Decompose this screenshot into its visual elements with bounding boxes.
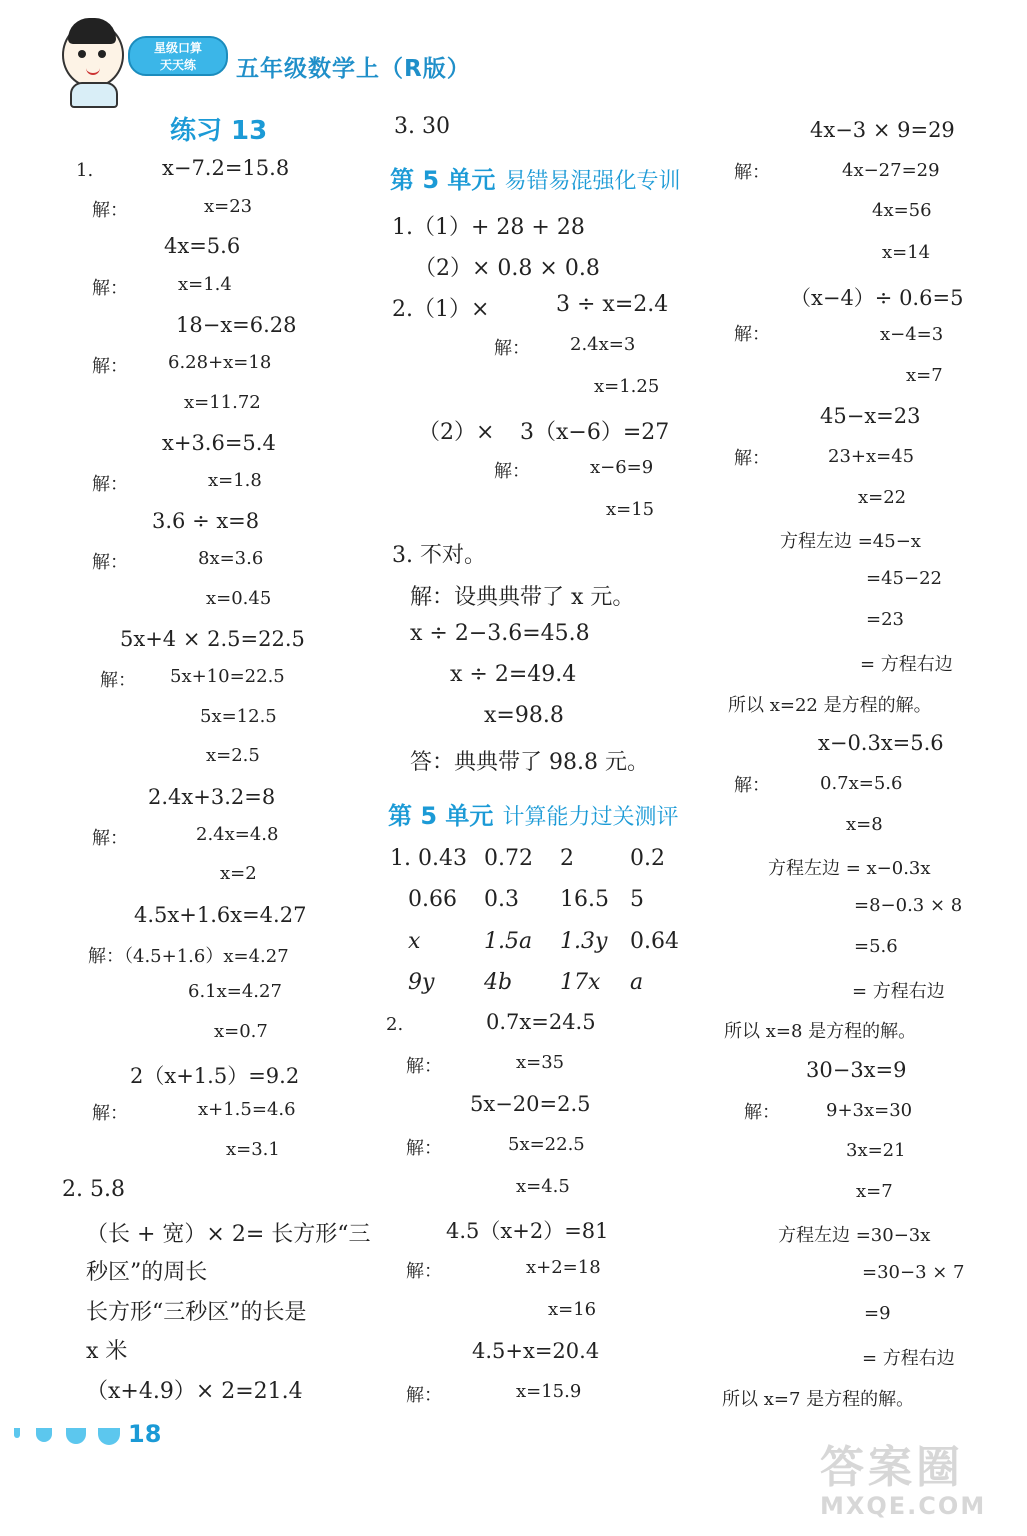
equation: 4.5（x+2）=81 bbox=[446, 1219, 609, 1243]
solution-step: x=2 bbox=[220, 863, 257, 884]
answer-text: a bbox=[630, 970, 644, 995]
book-title: 五年级数学上（R版） bbox=[236, 56, 471, 82]
equation: 3（x−6）=27 bbox=[520, 420, 670, 445]
equation: 2（x+1.5）=9.2 bbox=[130, 1064, 300, 1088]
solution-label: 解： bbox=[92, 356, 128, 377]
answer-text: （长 + 宽）× 2= 长方形“三 bbox=[86, 1222, 371, 1247]
solution-step: x=15 bbox=[606, 499, 655, 520]
check-step: 方程左边 = x−0.3x bbox=[768, 858, 931, 879]
answer-text: 2. 5.8 bbox=[62, 1177, 125, 1202]
solution-step: x=7 bbox=[856, 1181, 893, 1202]
equation: x ÷ 2−3.6=45.8 bbox=[410, 621, 590, 646]
solution-step: x=3.1 bbox=[226, 1139, 280, 1160]
check-step: = 方程右边 bbox=[862, 1348, 955, 1369]
check-step: =8−0.3 × 8 bbox=[854, 895, 963, 916]
answer-text: 解：设典典带了 x 元。 bbox=[410, 585, 635, 610]
answer-text: 2.（1）× bbox=[392, 297, 490, 322]
series-logo: 星级口算 天天练 bbox=[128, 36, 228, 76]
solution-step: x=8 bbox=[846, 814, 883, 835]
equation: 4x=5.6 bbox=[164, 234, 241, 258]
answer-text: 0.64 bbox=[630, 929, 679, 954]
solution-step: x=0.45 bbox=[206, 588, 272, 609]
solution-step: 解：（4.5+1.6）x=4.27 bbox=[88, 946, 289, 967]
answer-text: （x+4.9）× 2=21.4 bbox=[86, 1379, 303, 1404]
answer-text: x 米 bbox=[86, 1339, 128, 1364]
answer-text: 1.（1）+ 28 + 28 bbox=[392, 215, 585, 240]
solution-label: 解： bbox=[92, 1103, 128, 1124]
equation: 0.7x=24.5 bbox=[486, 1010, 596, 1034]
equation: 2.4x+3.2=8 bbox=[148, 785, 276, 809]
equation: x+3.6=5.4 bbox=[162, 431, 276, 455]
equation: （x−4）÷ 0.6=5 bbox=[790, 286, 964, 310]
solution-label: 解： bbox=[744, 1102, 780, 1123]
equation: 4.5x+1.6x=4.27 bbox=[134, 903, 307, 927]
answer-text: 3. 不对。 bbox=[392, 543, 486, 568]
solution-step: x=2.5 bbox=[206, 745, 260, 766]
solution-step: x=22 bbox=[858, 487, 907, 508]
answer-text: 16.5 bbox=[560, 887, 609, 912]
answer-text: （2）× bbox=[418, 420, 495, 445]
solution-step: x+2=18 bbox=[526, 1257, 601, 1278]
answer-text: 1.3y bbox=[560, 929, 608, 954]
solution-label: 解： bbox=[100, 670, 136, 691]
question-number: 1. bbox=[76, 160, 94, 181]
check-step: = 方程右边 bbox=[852, 981, 945, 1002]
solution-step: 6.28+x=18 bbox=[168, 352, 272, 373]
solution-step: 5x+10=22.5 bbox=[170, 666, 285, 687]
solution-step: 5x=12.5 bbox=[200, 706, 277, 727]
answer-text: （2）× 0.8 × 0.8 bbox=[414, 256, 600, 281]
answer-text: 1.5a bbox=[484, 929, 533, 954]
answer-text: 9y bbox=[408, 970, 435, 995]
answer-text: 1. 0.43 bbox=[390, 846, 467, 871]
equation: 45−x=23 bbox=[820, 404, 921, 428]
answer-text: 4b bbox=[484, 970, 513, 995]
equation: 3.6 ÷ x=8 bbox=[152, 509, 260, 533]
equation: x=98.8 bbox=[484, 703, 564, 728]
check-step: = 方程右边 bbox=[860, 654, 953, 675]
equation: x−7.2=15.8 bbox=[162, 156, 290, 180]
check-step: =30−3 × 7 bbox=[862, 1262, 965, 1283]
answer-text: 5 bbox=[630, 887, 644, 912]
solution-step: x=35 bbox=[516, 1052, 565, 1073]
solution-label: 解： bbox=[92, 474, 128, 495]
solution-step: 5x=22.5 bbox=[508, 1134, 585, 1155]
conclusion-text: 所以 x=22 是方程的解。 bbox=[728, 695, 932, 716]
check-step: =5.6 bbox=[854, 936, 898, 957]
equation: x ÷ 2=49.4 bbox=[450, 662, 577, 687]
solution-label: 解： bbox=[92, 278, 128, 299]
conclusion-text: 所以 x=8 是方程的解。 bbox=[724, 1021, 917, 1042]
solution-step: 2.4x=3 bbox=[570, 334, 636, 355]
equation: 3 ÷ x=2.4 bbox=[556, 292, 669, 317]
equation: 4x−3 × 9=29 bbox=[810, 118, 955, 142]
answer-text: 2 bbox=[560, 846, 574, 871]
check-step: 方程左边 =30−3x bbox=[778, 1225, 931, 1246]
decorative-dot-icon bbox=[98, 1428, 120, 1445]
solution-step: 3x=21 bbox=[846, 1140, 906, 1161]
solution-step: x=0.7 bbox=[214, 1021, 268, 1042]
solution-label: 解： bbox=[92, 828, 128, 849]
solution-label: 解： bbox=[734, 448, 770, 469]
solution-step: 2.4x=4.8 bbox=[196, 824, 279, 845]
answer-text: 17x bbox=[560, 970, 601, 995]
solution-step: x=11.72 bbox=[184, 392, 261, 413]
solution-label: 解： bbox=[406, 1056, 442, 1077]
watermark-logo: 答案圈 MXQE.COM bbox=[820, 1442, 987, 1520]
solution-step: 6.1x=4.27 bbox=[188, 981, 282, 1002]
solution-step: 4x=56 bbox=[872, 200, 932, 221]
answer-text: 秒区”的周长 bbox=[86, 1260, 208, 1285]
solution-step: x=15.9 bbox=[516, 1381, 582, 1402]
answer-text: 0.2 bbox=[630, 846, 665, 871]
check-step: =23 bbox=[866, 609, 904, 630]
mascot-logo-icon bbox=[62, 22, 124, 88]
solution-step: x=23 bbox=[204, 196, 253, 217]
page-header bbox=[0, 0, 1027, 110]
question-number: 2. bbox=[386, 1014, 404, 1035]
solution-step: x=7 bbox=[906, 365, 943, 386]
solution-step: 9+3x=30 bbox=[826, 1100, 913, 1121]
equation: 5x+4 × 2.5=22.5 bbox=[120, 627, 305, 651]
conclusion-text: 所以 x=7 是方程的解。 bbox=[722, 1389, 915, 1410]
solution-label: 解： bbox=[406, 1138, 442, 1159]
unit-heading-2: 第 5 单元 计算能力过关测评 bbox=[388, 802, 679, 830]
solution-step: x=1.4 bbox=[178, 274, 232, 295]
solution-label: 解： bbox=[734, 162, 770, 183]
answer-text: 3. 30 bbox=[394, 114, 450, 139]
check-step: =9 bbox=[864, 1303, 891, 1324]
answer-text: 答：典典带了 98.8 元。 bbox=[410, 750, 649, 775]
solution-step: x−6=9 bbox=[590, 457, 654, 478]
equation: 30−3x=9 bbox=[806, 1058, 907, 1082]
equation: 18−x=6.28 bbox=[176, 313, 297, 337]
solution-label: 解： bbox=[734, 775, 770, 796]
equation: x−0.3x=5.6 bbox=[818, 731, 944, 755]
equation: 5x−20=2.5 bbox=[470, 1092, 591, 1116]
solution-step: x=16 bbox=[548, 1299, 597, 1320]
equation: 4.5+x=20.4 bbox=[472, 1339, 600, 1363]
solution-step: x=1.8 bbox=[208, 470, 262, 491]
solution-step: x−4=3 bbox=[880, 324, 944, 345]
solution-step: 0.7x=5.6 bbox=[820, 773, 903, 794]
decorative-dot-icon bbox=[36, 1428, 52, 1442]
decorative-dot-icon bbox=[14, 1428, 20, 1438]
unit-heading-1: 第 5 单元 易错易混强化专训 bbox=[390, 166, 681, 194]
answer-text: 长方形“三秒区”的长是 bbox=[86, 1300, 307, 1325]
solution-step: x=14 bbox=[882, 242, 931, 263]
section-title-practice-13: 练习 13 bbox=[170, 116, 268, 146]
answer-text: 0.3 bbox=[484, 887, 519, 912]
solution-step: 4x−27=29 bbox=[842, 160, 940, 181]
answer-text: x bbox=[408, 929, 421, 954]
solution-step: 23+x=45 bbox=[828, 446, 915, 467]
page-number: 18 bbox=[128, 1420, 162, 1448]
solution-label: 解： bbox=[92, 200, 128, 221]
solution-label: 解： bbox=[494, 338, 530, 359]
solution-label: 解： bbox=[734, 324, 770, 345]
solution-step: x=4.5 bbox=[516, 1176, 570, 1197]
solution-label: 解： bbox=[494, 461, 530, 482]
decorative-dot-icon bbox=[66, 1428, 86, 1444]
answer-text: 0.72 bbox=[484, 846, 533, 871]
check-step: 方程左边 =45−x bbox=[780, 531, 921, 552]
solution-step: x=1.25 bbox=[594, 376, 660, 397]
solution-label: 解： bbox=[92, 552, 128, 573]
page-footer bbox=[14, 1420, 214, 1452]
solution-label: 解： bbox=[406, 1261, 442, 1282]
answer-text: 0.66 bbox=[408, 887, 457, 912]
check-step: =45−22 bbox=[866, 568, 942, 589]
solution-step: x+1.5=4.6 bbox=[198, 1099, 296, 1120]
solution-label: 解： bbox=[406, 1385, 442, 1406]
solution-step: 8x=3.6 bbox=[198, 548, 264, 569]
